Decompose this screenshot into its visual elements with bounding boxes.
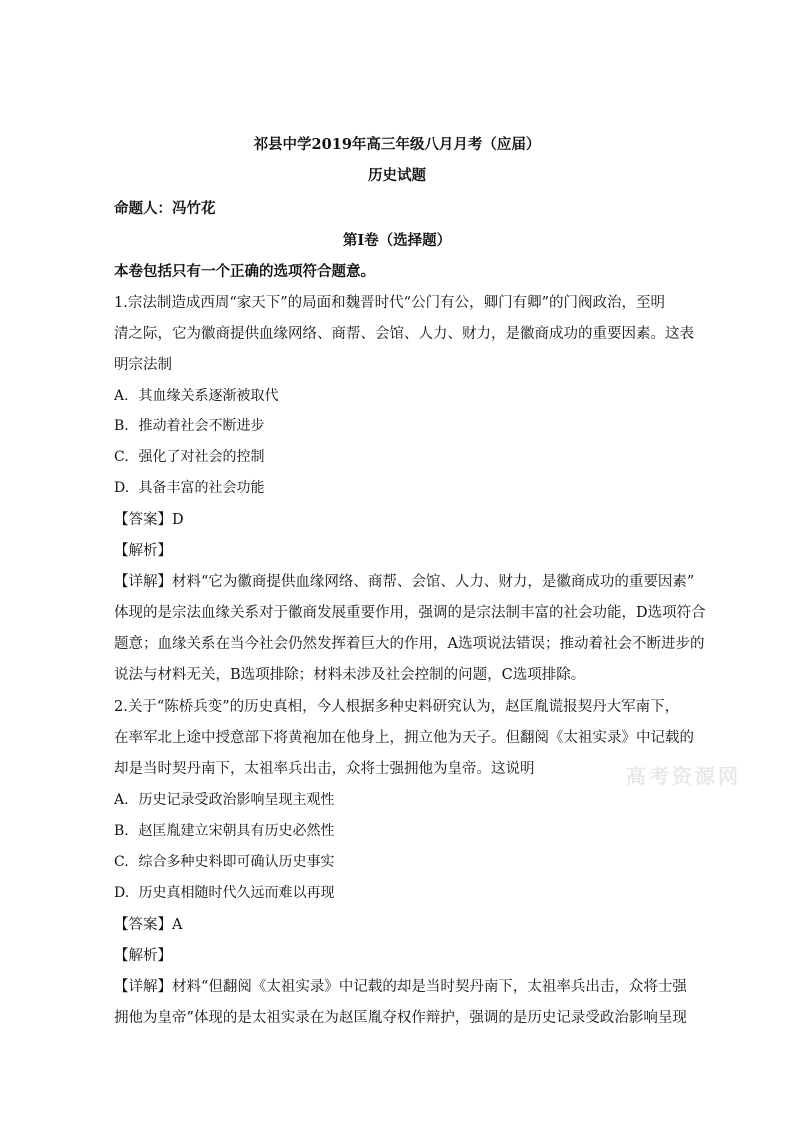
option-letter: C.: [114, 449, 129, 465]
option-letter: A.: [114, 792, 129, 808]
option-text: 具备丰富的社会功能: [138, 480, 265, 496]
exam-author: 命题人：冯竹花: [114, 200, 216, 217]
option-text: 赵匡胤建立宋朝具有历史必然性: [138, 823, 335, 839]
option-letter: B.: [114, 823, 129, 839]
section-instruction: 本卷包括只有一个正确的选项符合题意。: [114, 263, 375, 280]
question-2-stem-line: 2.关于“陈桥兵变”的历史真相，今人根据多种史料研究认为，赵匡胤谎报契丹大军南下，: [114, 699, 680, 715]
question-1-analysis-label: 【解析】: [114, 543, 172, 559]
option-letter: A.: [114, 388, 129, 404]
question-1-detail-line: 说法与材料无关，B选项排除；材料未涉及社会控制的问题，C选项排除。: [114, 667, 586, 683]
question-1-stem-line: 明宗法制: [114, 357, 172, 373]
option-text: 强化了对社会的控制: [138, 449, 265, 465]
option-letter: D.: [114, 885, 130, 901]
question-1-answer: 【答案】D: [114, 512, 184, 528]
question-2-analysis-label: 【解析】: [114, 948, 172, 964]
option-text: 其血缘关系逐渐被取代: [138, 388, 279, 404]
question-1-detail-line: 题意；血缘关系在当今社会仍然发挥着巨大的作用，A选项说法错误；推动着社会不断进步的: [114, 636, 705, 652]
question-2-stem-line: 在率军北上途中授意部下将黄袍加在他身上，拥立他为天子。但翻阅《太祖实录》中记载的: [114, 730, 694, 746]
question-1-option-d: [114, 477, 264, 497]
question-2-option-c: [114, 851, 334, 871]
option-text: 推动着社会不断进步: [138, 418, 265, 434]
question-1-stem-line: 1.宗法制造成西周“家天下”的局面和魏晋时代“公门有公，卿门有卿”的门阀政治，至明: [114, 295, 665, 311]
question-2-answer: 【答案】A: [114, 917, 183, 933]
question-2-option-d: [114, 882, 334, 902]
question-1-option-b: [114, 415, 264, 435]
question-1-detail-line: 体现的是宗法血缘关系对于徽商发展重要作用，强调的是宗法制丰富的社会功能，D选项符合: [114, 605, 706, 621]
option-letter: B.: [114, 418, 129, 434]
question-2-detail-line: 【详解】材料“但翻阅《太祖实录》中记载的却是当时契丹南下，太祖率兵出击，众将士强: [114, 979, 687, 995]
option-text: 综合多种史料即可确认历史事实: [138, 854, 335, 870]
question-2-option-a: [114, 789, 334, 809]
option-letter: C.: [114, 854, 129, 870]
option-text: 历史真相随时代久远而难以再现: [138, 885, 335, 901]
question-2-detail-line: 拥他为皇帝”体现的是太祖实录在为赵匡胤夺权作辩护，强调的是历史记录受政治影响呈现: [114, 1010, 687, 1026]
question-1-option-a: [114, 385, 278, 405]
question-1-option-c: [114, 446, 264, 466]
question-2-option-b: [114, 820, 334, 840]
exam-subject: 历史试题: [368, 167, 426, 184]
question-1-stem-line: 清之际，它为徽商提供血缘网络、商帮、会馆、人力、财力，是徽商成功的重要因素。这表: [114, 326, 694, 342]
question-1-detail-line: 【详解】材料“它为徽商提供血缘网络、商帮、会馆、人力、财力，是徽商成功的重要因素”: [114, 574, 695, 590]
exam-title: 祁县中学2019年高三年级八月月考（应届）: [253, 136, 541, 153]
watermark: 高考资源网: [626, 764, 741, 788]
option-letter: D.: [114, 480, 130, 496]
section-heading: 第Ⅰ卷（选择题）: [342, 232, 452, 249]
question-2-stem-line: 却是当时契丹南下，太祖率兵出击，众将士强拥他为皇帝。这说明: [114, 761, 535, 777]
option-text: 历史记录受政治影响呈现主观性: [138, 792, 335, 808]
